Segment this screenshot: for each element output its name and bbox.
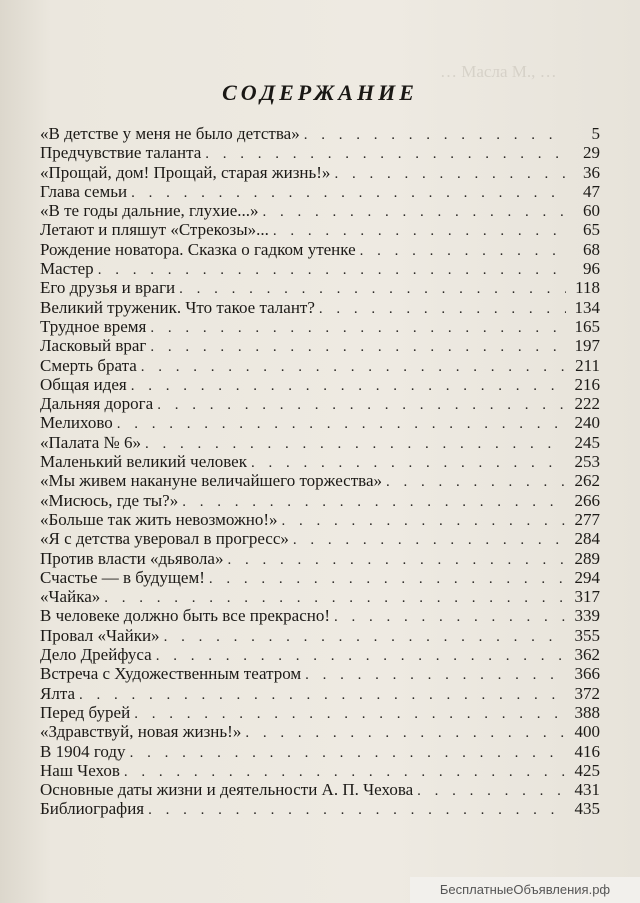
toc-entry-page: 36 xyxy=(583,162,600,182)
toc-entry-page: 216 xyxy=(574,374,600,394)
toc-entry-title: Ялта xyxy=(40,683,76,703)
dot-leader xyxy=(334,165,566,184)
toc-entry-title: Великий труженик. Что такое талант? xyxy=(40,297,315,317)
dot-leader xyxy=(117,415,566,434)
toc-entry xyxy=(40,471,600,490)
toc-entry-title: «В детстве у меня не было детства» xyxy=(40,124,300,143)
toc-entry-title: Ласковый враг xyxy=(40,336,147,356)
toc-entry xyxy=(40,278,600,297)
toc-entry-page: 425 xyxy=(574,760,600,780)
toc-entry-title: Против власти «дьявола» xyxy=(40,548,224,568)
dot-leader xyxy=(417,782,566,801)
toc-entry xyxy=(40,780,600,799)
toc-entry xyxy=(40,742,600,761)
toc-entry-page: 400 xyxy=(574,722,600,742)
toc-entry-title: «Я с детства уверовал в прогресс» xyxy=(40,529,289,549)
toc-entry-page: 416 xyxy=(574,741,600,761)
toc-entry-page: 355 xyxy=(574,625,600,645)
dot-leader xyxy=(148,801,566,820)
toc-entry-page: 197 xyxy=(574,336,600,356)
toc-entry-title: «Здравствуй, новая жизнь!» xyxy=(40,722,242,742)
toc-entry-title: Трудное время xyxy=(40,316,147,336)
toc-entry-title: Перед бурей xyxy=(40,702,131,722)
toc-entry-title: Летают и пляшут «Стрекозы»... xyxy=(40,220,269,240)
toc-entry-page: 366 xyxy=(574,664,600,684)
dot-leader xyxy=(282,512,567,531)
toc-entry xyxy=(40,645,600,664)
toc-entry-page: 289 xyxy=(574,548,600,568)
toc-entry-page: 96 xyxy=(583,259,600,279)
toc-entry xyxy=(40,375,600,394)
toc-entry-page: 240 xyxy=(574,413,600,433)
toc-entry-page: 294 xyxy=(574,567,600,587)
toc-entry-page: 266 xyxy=(574,490,600,510)
dot-leader xyxy=(245,724,566,743)
toc-entry-title: Встреча с Художественным театром xyxy=(40,664,302,684)
toc-entry xyxy=(40,394,600,413)
toc-entry xyxy=(40,684,600,703)
toc-entry-page: 134 xyxy=(574,297,600,317)
toc-entry xyxy=(40,433,600,452)
toc-entry-page: 339 xyxy=(574,606,600,626)
toc-entry xyxy=(40,336,600,355)
toc-entry-page: 317 xyxy=(574,587,600,607)
toc-entry-page: 47 xyxy=(583,181,600,201)
toc-entry xyxy=(40,143,600,162)
toc-entry-title: В 1904 году xyxy=(40,741,126,761)
toc-entry-title: Глава семьи xyxy=(40,181,128,201)
toc-entry-title: Мелихово xyxy=(40,413,113,433)
dot-leader xyxy=(360,242,566,261)
toc-entry-title: Предчувствие таланта xyxy=(40,143,202,163)
toc-entry xyxy=(40,568,600,587)
toc-entry-title: «Мы живем накануне величайшего торжества» xyxy=(40,471,382,491)
toc-entry-page: 222 xyxy=(574,394,600,414)
dot-leader xyxy=(130,744,566,763)
toc-entry-page: 211 xyxy=(575,355,600,375)
toc-entry-title: «Мисюсь, где ты?» xyxy=(40,490,179,510)
dot-leader xyxy=(304,126,566,145)
toc-entry-page: 165 xyxy=(574,316,600,336)
toc-entry xyxy=(40,606,600,625)
toc-entry-title: Дальняя дорога xyxy=(40,394,154,414)
toc-entry xyxy=(40,587,600,606)
toc-entry-title: Смерть брата xyxy=(40,355,137,375)
toc-entry-title: Провал «Чайки» xyxy=(40,625,160,645)
toc-entry-title: Маленький великий человек xyxy=(40,452,247,472)
toc-entry-page: 362 xyxy=(574,645,600,665)
toc-entry xyxy=(40,703,600,722)
dot-leader xyxy=(227,551,566,570)
dot-leader xyxy=(79,686,566,705)
toc-entry-page: 60 xyxy=(583,201,600,221)
toc-entry-title: В человеке должно быть все прекрасно! xyxy=(40,606,331,626)
dot-leader xyxy=(305,666,566,685)
toc-entry xyxy=(40,761,600,780)
dot-leader xyxy=(386,473,566,492)
toc-entry xyxy=(40,124,600,143)
toc-entry xyxy=(40,413,600,432)
toc-entry-page: 253 xyxy=(574,452,600,472)
table-of-contents xyxy=(40,124,600,819)
toc-entry-title: Дело Дрейфуса xyxy=(40,645,152,665)
toc-entry-page: 118 xyxy=(575,278,600,298)
toc-entry xyxy=(40,529,600,548)
toc-entry-page: 431 xyxy=(574,780,600,800)
toc-entry xyxy=(40,452,600,471)
toc-entry-page: 284 xyxy=(574,529,600,549)
toc-entry xyxy=(40,626,600,645)
toc-entry xyxy=(40,220,600,239)
toc-entry xyxy=(40,664,600,683)
dot-leader xyxy=(141,358,566,377)
toc-entry xyxy=(40,722,600,741)
toc-entry xyxy=(40,510,600,529)
toc-entry xyxy=(40,356,600,375)
toc-entry xyxy=(40,317,600,336)
toc-entry-page: 277 xyxy=(574,509,600,529)
toc-entry xyxy=(40,799,600,818)
toc-entry-title: Основные даты жизни и деятельности А. П. Чехова xyxy=(40,780,414,800)
toc-entry xyxy=(40,182,600,201)
dot-leader xyxy=(334,608,566,627)
toc-entry-page: 245 xyxy=(574,432,600,452)
toc-entry-title: Рождение новатора. Сказка о гадком утенке xyxy=(40,239,356,259)
toc-entry xyxy=(40,491,600,510)
page-title: СОДЕРЖАНИЕ xyxy=(222,80,418,105)
toc-entry-page: 435 xyxy=(574,799,600,819)
dot-leader xyxy=(157,396,566,415)
toc-entry-page: 372 xyxy=(574,683,600,703)
toc-entry-title: «Больше так жить невозможно!» xyxy=(40,509,278,529)
toc-entry-page: 68 xyxy=(583,239,600,259)
toc-entry-page: 65 xyxy=(583,220,600,240)
toc-entry-title: «В те годы дальние, глухие...» xyxy=(40,201,259,221)
toc-entry-page: 5 xyxy=(591,124,600,143)
dot-leader xyxy=(164,628,566,647)
dot-leader xyxy=(131,377,566,396)
dot-leader xyxy=(209,570,566,589)
toc-entry xyxy=(40,549,600,568)
toc-entry-title: Библиография xyxy=(40,799,145,819)
toc-entry xyxy=(40,201,600,220)
toc-entry-page: 388 xyxy=(574,702,600,722)
toc-entry xyxy=(40,163,600,182)
toc-entry xyxy=(40,240,600,259)
dot-leader xyxy=(263,203,566,222)
toc-entry-title: «Прощай, дом! Прощай, старая жизнь!» xyxy=(40,162,331,182)
dot-leader xyxy=(150,338,566,357)
toc-entry-title: Счастье — в будущем! xyxy=(40,567,205,587)
toc-entry-page: 262 xyxy=(574,471,600,491)
dot-leader xyxy=(150,319,566,338)
toc-entry-title: «Чайка» xyxy=(40,587,101,607)
toc-entry-title: Общая идея xyxy=(40,374,127,394)
site-watermark: БесплатныеОбъявления.рф xyxy=(410,877,640,903)
dot-leader xyxy=(319,300,566,319)
toc-entry xyxy=(40,298,600,317)
dot-leader xyxy=(293,531,566,550)
toc-entry-title: «Палата № 6» xyxy=(40,432,141,452)
toc-entry-title: Его друзья и враги xyxy=(40,278,176,298)
toc-entry xyxy=(40,259,600,278)
toc-entry-title: Наш Чехов xyxy=(40,760,120,780)
toc-entry-page: 29 xyxy=(583,143,600,163)
bleed-through-text: … Масла М., … xyxy=(440,62,557,81)
toc-entry-title: Мастер xyxy=(40,259,94,279)
